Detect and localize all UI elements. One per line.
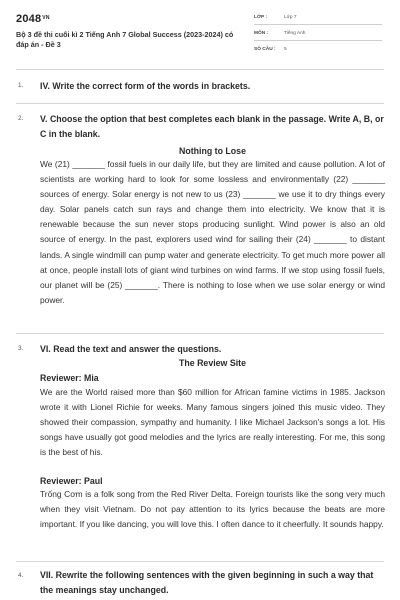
- meta-value: 5: [284, 47, 287, 52]
- review-text: We are the World raised more than $60 million for African famine victims in 1985. Jackson wrote it with Lionel Richie for weeks. Many famous singers joined this music video. They showed their compassion, sympathy and humanity. I like Michael Jackson's songs a lot. His songs have usually got good melodies and the lyrics are really interesting. For me, this song is the best of his.: [40, 387, 385, 458]
- question-number: 1.: [18, 82, 24, 89]
- section-divider: [16, 69, 384, 70]
- section-divider: [16, 333, 384, 334]
- reviewer-label: Reviewer: Mia: [40, 373, 99, 383]
- divider: [254, 40, 382, 41]
- reviewer-label: Reviewer: Paul: [40, 476, 103, 486]
- question-heading: V. Choose the option that best completes each blank in the passage. Write A, B, or C in the blank.: [40, 114, 384, 139]
- logo-suffix: VN: [42, 15, 50, 21]
- question-heading: IV. Write the correct form of the words in brackets.: [40, 81, 251, 91]
- section-divider: [16, 561, 384, 562]
- logo-text: 2048: [16, 13, 42, 25]
- meta-key: MÔN :: [254, 31, 269, 36]
- meta-value: Tiếng Anh: [284, 31, 306, 36]
- question-number: 3.: [18, 345, 24, 352]
- passage-title: Nothing to Lose: [179, 146, 246, 156]
- question-heading: VII. Rewrite the following sentences with the given beginning in such a way that the meanings stay unchanged.: [40, 570, 374, 595]
- question-heading: VI. Read the text and answer the questions.: [40, 344, 222, 354]
- section-divider: [16, 103, 384, 104]
- site-logo[interactable]: [16, 13, 50, 25]
- document-title: Bộ 3 đề thi cuối kì 2 Tiếng Anh 7 Global Success (2023-2024) có đáp án - Đề 3: [16, 30, 234, 49]
- passage-text: We (21) _______ fossil fuels in our daily life, but they are limited and cause pollution. A lot of scientists are working hard to look for some lossless and environmentally (22) _______ sources of energy. Solar energy is not new to us (23) _______ we use it to dry things every day. Solar panels catch sun rays and change them into electricity. We know that it is renewable because the sun never stops producing sunlight. Wind power is also an old source of energy. In the past, explorers used wind for sailing their (24) _______ to distant lands. A single windmill can pump water and generate electricity. To get much more power all at once, people install lots of giant wind turbines on wind farms. If we stop using fossil fuels, our planet will be (25) _______. There is nothing to lose when we use solar energy or wind power.: [40, 159, 385, 305]
- meta-value: Lớp 7: [284, 15, 297, 20]
- passage-title: The Review Site: [179, 358, 246, 368]
- meta-key: SỐ CÂU :: [254, 47, 276, 52]
- document-header: [0, 0, 400, 66]
- question-number: 4.: [18, 572, 24, 579]
- divider: [254, 24, 382, 25]
- review-text: Trống Cơm is a folk song from the Red River Delta. Foreign tourists like the song very much when they visit Vietnam. Do not pay attention to its lyrics because the beats are more important. If you like dancing, you will love this. I often dance to it cheerfully. It sounds happy.: [40, 489, 385, 530]
- question-number: 2.: [18, 115, 24, 122]
- meta-key: LỚP :: [254, 15, 268, 20]
